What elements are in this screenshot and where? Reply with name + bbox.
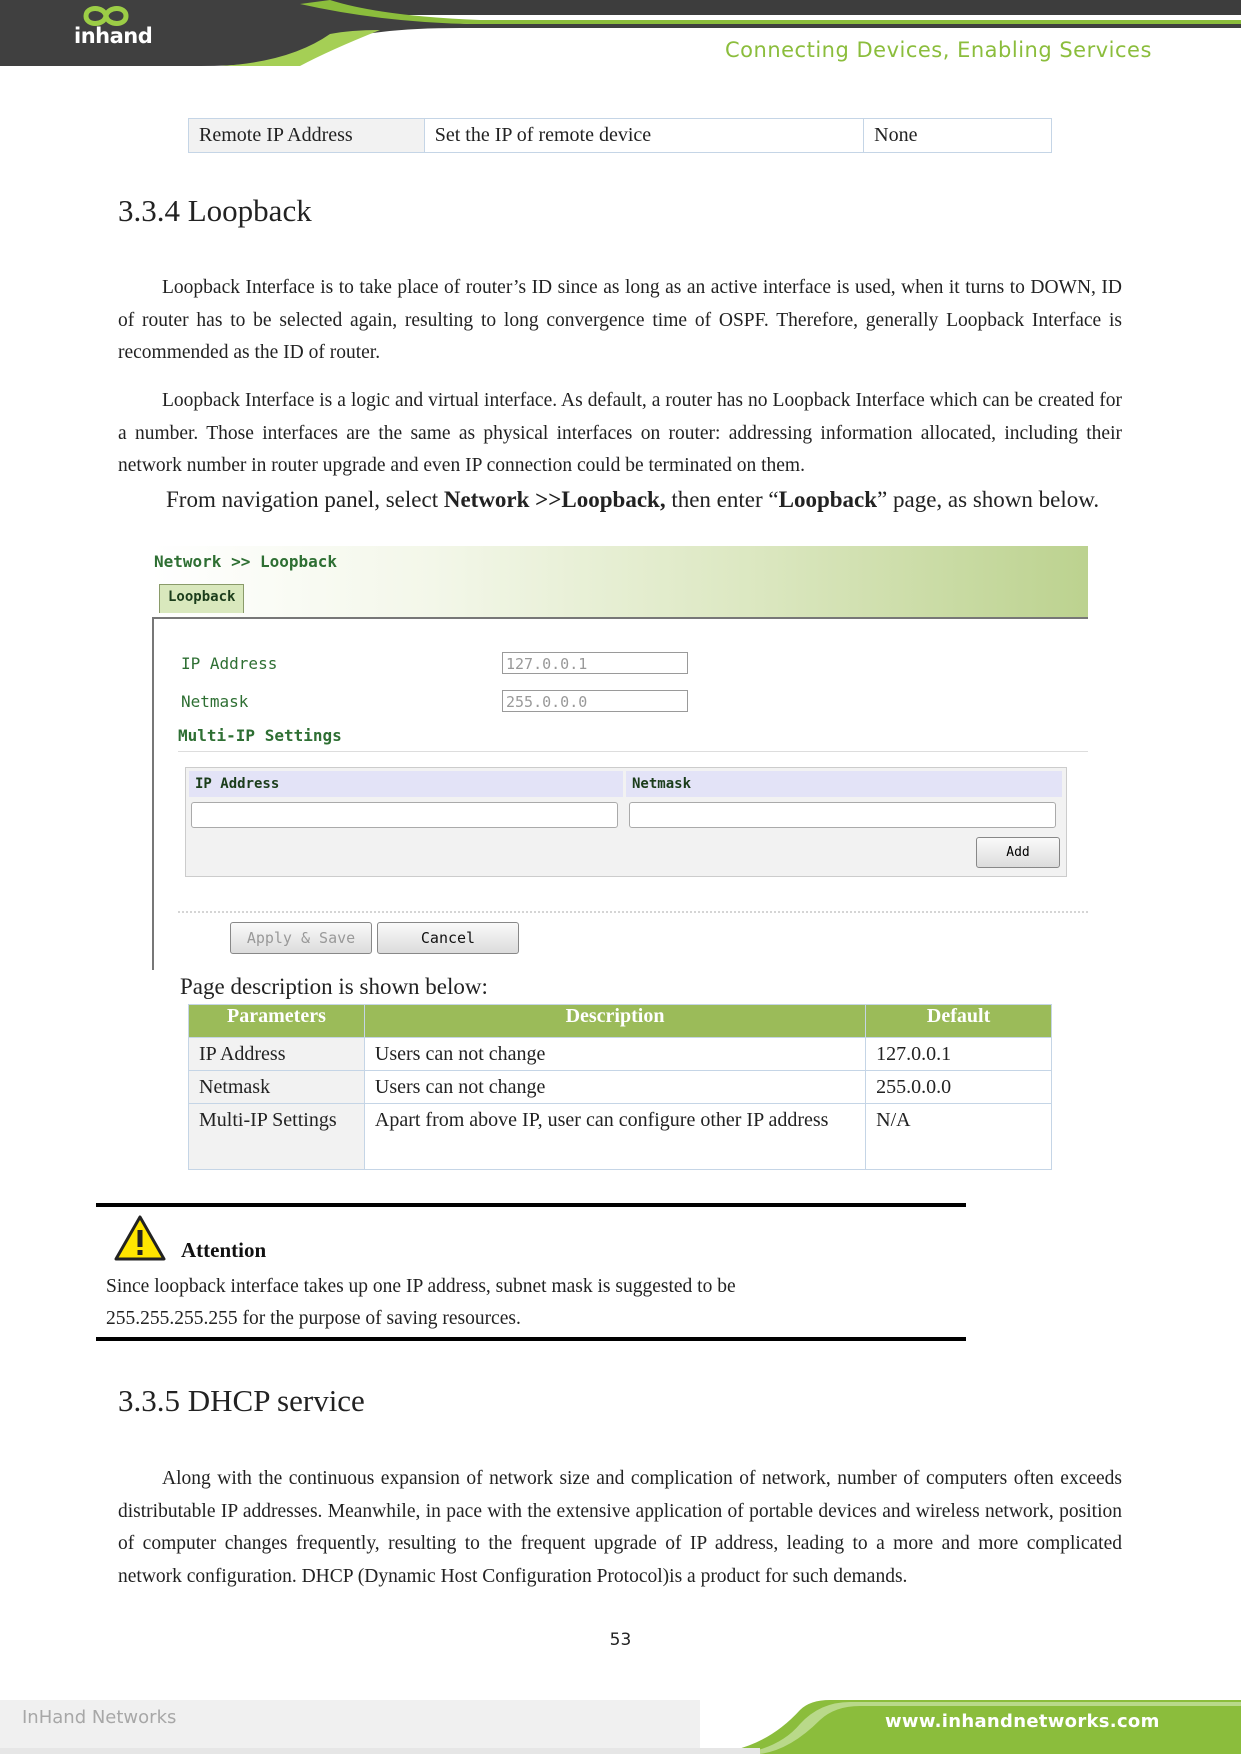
grid-header-netmask: Netmask — [626, 771, 1062, 797]
param-cell: Netmask — [189, 1071, 365, 1104]
remote-ip-table — [188, 118, 1052, 153]
nav-path: Network >>Loopback, — [443, 487, 666, 512]
description-cell: Users can not change — [364, 1038, 865, 1071]
loopback-paragraph-2: Loopback Interface is a logic and virtual interface. As default, a router has no Loopback Interface which can be created for a number. Those interfaces are the same as physical interfaces on router: addressing information allocated, including their network number in router upgrade and even IP connection could be terminated on them. — [118, 390, 1122, 476]
loopback-paragraph-1: Loopback Interface is to take place of router’s ID since as long as an active interface is used, when it turns to DOWN, ID of router has to be selected again, resulting to long convergence time of OSPF. Therefore, generally Loopback Interface is recommended as the ID of router. — [118, 277, 1122, 363]
default-cell: None — [864, 119, 1052, 153]
param-cell: Multi-IP Settings — [189, 1104, 365, 1170]
header-tagline: Connecting Devices, Enabling Services — [725, 38, 1152, 62]
attention-top-rule — [96, 1203, 966, 1207]
multi-ip-grid — [185, 767, 1067, 877]
loopback-config-screenshot — [152, 546, 1088, 970]
description-cell: Users can not change — [364, 1071, 865, 1104]
navigation-instruction — [118, 484, 1122, 516]
table-row — [189, 119, 1052, 153]
table-caption: Page description is shown below: — [180, 974, 488, 999]
netmask-field[interactable]: 255.0.0.0 — [502, 690, 688, 712]
attention-text-line-1: Since loopback interface takes up one IP address, subnet mask is suggested to be — [106, 1276, 736, 1297]
table-row — [189, 1071, 1052, 1104]
attention-bottom-rule — [96, 1337, 966, 1341]
default-cell: 255.0.0.0 — [866, 1071, 1052, 1104]
grid-header-ip-address: IP Address — [189, 771, 623, 797]
param-cell: IP Address — [189, 1038, 365, 1071]
nav-middle: then enter “ — [665, 487, 779, 512]
col-header-parameters: Parameters — [189, 1005, 365, 1038]
nav-prefix: From navigation panel, select — [166, 487, 444, 512]
multi-ip-address-input[interactable] — [191, 802, 618, 828]
panel-left-border — [152, 617, 154, 970]
col-header-description: Description — [364, 1005, 865, 1038]
footer-company: InHand Networks — [22, 1707, 177, 1728]
apply-save-button[interactable]: Apply & Save — [230, 922, 372, 954]
add-button[interactable]: Add — [976, 837, 1060, 868]
attention-text-line-2: 255.255.255.255 for the purpose of saving resources. — [106, 1308, 521, 1329]
ip-address-field[interactable]: 127.0.0.1 — [502, 652, 688, 674]
nav-page: Loopback — [778, 487, 878, 512]
logo-text: inhand — [74, 24, 153, 48]
table-header-row — [189, 1005, 1052, 1038]
page-number: 53 — [609, 1630, 632, 1650]
section-heading-loopback: 3.3.4 Loopback — [118, 193, 312, 228]
netmask-label: Netmask — [181, 692, 249, 711]
multi-ip-settings-title: Multi-IP Settings — [178, 726, 342, 745]
cancel-button[interactable]: Cancel — [377, 922, 519, 954]
dotted-divider — [178, 911, 1088, 913]
warning-icon — [114, 1214, 166, 1262]
breadcrumb: Network >> Loopback — [154, 552, 338, 571]
default-cell: 127.0.0.1 — [866, 1038, 1052, 1071]
footer-url[interactable]: www.inhandnetworks.com — [885, 1711, 1160, 1732]
table-row — [189, 1038, 1052, 1071]
multi-netmask-input[interactable] — [629, 802, 1056, 828]
tab-rule — [152, 617, 1088, 619]
nav-suffix: ” page, as shown below. — [877, 487, 1100, 512]
description-cell: Set the IP of remote device — [424, 119, 863, 153]
col-header-default: Default — [866, 1005, 1052, 1038]
param-cell: Remote IP Address — [189, 119, 425, 153]
table-row — [189, 1104, 1052, 1170]
tab-loopback[interactable]: Loopback — [159, 584, 244, 613]
ip-address-label: IP Address — [181, 654, 278, 673]
default-cell: N/A — [866, 1104, 1052, 1170]
section-divider — [178, 751, 1088, 752]
description-cell: Apart from above IP, user can configure other IP address — [364, 1104, 865, 1170]
page-description-table — [188, 1004, 1052, 1170]
section-heading-dhcp: 3.3.5 DHCP service — [118, 1383, 365, 1418]
attention-title: Attention — [181, 1238, 267, 1262]
dhcp-paragraph: Along with the continuous expansion of network size and complication of network, number of computers often exceeds distributable IP addresses. Meanwhile, in pace with the extensive application of portable devices and wireless network, position of computer changes frequently, resulting to the frequent upgrade of IP address, leading to a more and more complicated network configuration. DHCP (Dynamic Host Configuration Protocol)is a product for such demands. — [118, 1468, 1122, 1587]
